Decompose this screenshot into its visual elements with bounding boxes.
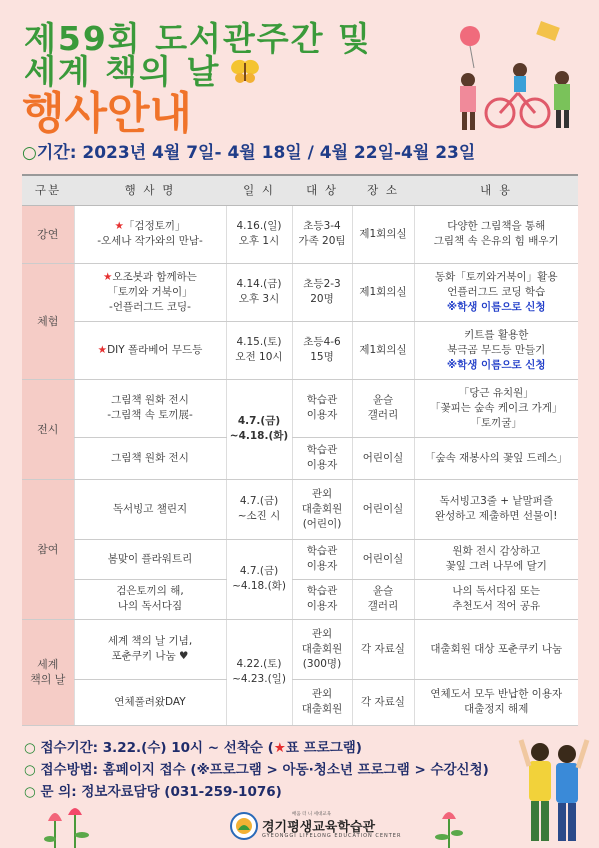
col-header-place: 장 소 <box>352 175 414 205</box>
date-cell: 4.15.(토) 오전 10시 <box>226 321 292 379</box>
title-line2: 세계 책의 날 <box>24 52 221 91</box>
place-cell: 어린이실 <box>352 437 414 479</box>
content-cell: 동화「토끼와거북이」활용 언플러그드 코딩 학습 ※학생 이름으로 신청 <box>414 263 578 321</box>
target-cell: 관외 대출회원 (어린이) <box>292 479 352 539</box>
target-cell: 관외 대출회원 (300명) <box>292 619 352 679</box>
date-cell: 4.7.(금) ~4.18.(화) <box>226 379 292 479</box>
content-cell: 키트를 활용한 북극곰 무드등 만들기 ※학생 이름으로 신청 <box>414 321 578 379</box>
bicycle-illustration-icon <box>440 18 590 138</box>
logo-slogan: 배움 더 니 세대교육 <box>292 812 332 817</box>
event-name-cell: 검은토끼의 해, 나의 독서다짐 <box>74 579 226 619</box>
tulip-flowers-icon <box>430 805 470 848</box>
table-row <box>22 205 578 263</box>
date-cell: 4.22.(토) ~4.23.(일) <box>226 619 292 725</box>
cheering-people-illustration-icon <box>515 730 595 845</box>
circle-bullet-icon: ○ <box>22 143 37 163</box>
registration-period: ○ 접수기간: 3.22.(수) 10시 ~ 선착순 (★표 프로그램) <box>24 740 362 756</box>
title-line1: 제59회 도서관주간 및 <box>24 19 372 58</box>
circle-bullet-icon: ○ <box>24 784 41 800</box>
table-row <box>22 479 578 539</box>
category-cell: 전시 <box>22 379 74 479</box>
col-header-category: 구분 <box>22 175 74 205</box>
table-row <box>22 437 578 479</box>
date-cell: 4.16.(일) 오후 1시 <box>226 205 292 263</box>
target-cell: 학습관 이용자 <box>292 379 352 437</box>
target-cell: 초등4-6 15명 <box>292 321 352 379</box>
content-cell: 나의 독서다짐 또는 추천도서 적어 공유 <box>414 579 578 619</box>
content-cell: 대출회원 대상 포춘쿠키 나눔 <box>414 619 578 679</box>
target-cell: 학습관 이용자 <box>292 437 352 479</box>
registration-method: ○ 접수방법: 홈페이지 접수 (※프로그램 > 아동·청소년 프로그램 > 수강신청) <box>24 762 489 778</box>
target-cell: 초등3-4 가족 20팀 <box>292 205 352 263</box>
category-cell: 체험 <box>22 263 74 379</box>
place-cell: 어린이실 <box>352 479 414 539</box>
col-header-date: 일 시 <box>226 175 292 205</box>
schedule-table <box>22 174 578 726</box>
logo-name: 경기평생교육학습관 <box>262 820 376 835</box>
tulip-flowers-icon <box>40 805 100 848</box>
target-cell: 학습관 이용자 <box>292 539 352 579</box>
target-cell: 관외 대출회원 <box>292 679 352 725</box>
content-cell: 독서빙고3줄 + 낱말퍼즐 완성하고 제출하면 선물이! <box>414 479 578 539</box>
table-row <box>22 619 578 679</box>
content-cell: 원화 전시 감상하고 꽃잎 그려 나무에 달기 <box>414 539 578 579</box>
event-name-cell: 독서빙고 챌린지 <box>74 479 226 539</box>
circle-bullet-icon: ○ <box>24 740 41 756</box>
place-cell: 각 자료실 <box>352 679 414 725</box>
event-name-cell: 세계 책의 날 기념, 포춘쿠키 나눔 ♥ <box>74 619 226 679</box>
content-cell: 「숲속 재봉사의 꽃잎 드레스」 <box>414 437 578 479</box>
target-cell: 학습관 이용자 <box>292 579 352 619</box>
date-cell: 4.7.(금) ~소진 시 <box>226 479 292 539</box>
logo-english-name: GYEONGGI LIFELONG EDUCATION CENTER <box>262 833 402 839</box>
event-name-cell: 연체풀려왔DAY <box>74 679 226 725</box>
event-name-cell: ★「검정토끼」 -오세나 작가와의 만남- <box>74 205 226 263</box>
category-cell: 강연 <box>22 205 74 263</box>
table-row <box>22 679 578 725</box>
butterfly-icon <box>230 58 260 86</box>
date-cell: 4.7.(금) ~4.18.(화) <box>226 539 292 619</box>
table-header-row <box>22 175 578 205</box>
place-cell: 제1회의실 <box>352 321 414 379</box>
place-cell: 윤슬 갤러리 <box>352 379 414 437</box>
event-name-cell: 그림책 원화 전시 <box>74 437 226 479</box>
event-name-cell: ★DIY 폴라베어 무드등 <box>74 321 226 379</box>
category-cell: 세계 책의 날 <box>22 619 74 725</box>
inquiry-contact: ○ 문 의: 정보자료담당 (031-259-1076) <box>24 784 282 800</box>
col-header-target: 대 상 <box>292 175 352 205</box>
event-name-cell: 봄맞이 플라워트리 <box>74 539 226 579</box>
col-header-content: 내 용 <box>414 175 578 205</box>
place-cell: 윤슬 갤러리 <box>352 579 414 619</box>
place-cell: 제1회의실 <box>352 205 414 263</box>
target-cell: 초등2-3 20명 <box>292 263 352 321</box>
table-row <box>22 263 578 321</box>
date-cell: 4.14.(금) 오후 3시 <box>226 263 292 321</box>
col-header-event: 행 사 명 <box>74 175 226 205</box>
event-name-cell: 그림책 원화 전시 -그림책 속 토끼展- <box>74 379 226 437</box>
place-cell: 어린이실 <box>352 539 414 579</box>
table-row <box>22 321 578 379</box>
event-name-cell: ★오조봇과 함께하는 「토끼와 거북이」 -언플러그드 코딩- <box>74 263 226 321</box>
content-cell: 「당근 유치원」 「꽃피는 숲속 케이크 가게」 「토끼굴」 <box>414 379 578 437</box>
category-cell: 참여 <box>22 479 74 619</box>
library-logo-icon <box>230 812 258 840</box>
page-title: 행사안내 <box>22 88 193 139</box>
place-cell: 각 자료실 <box>352 619 414 679</box>
table-row <box>22 539 578 579</box>
table-row <box>22 379 578 437</box>
content-cell: 연체도서 모두 반납한 이용자 대출정지 해제 <box>414 679 578 725</box>
event-period: ○기간: 2023년 4월 7일- 4월 18일 / 4월 22일-4월 23일 <box>22 143 476 163</box>
circle-bullet-icon: ○ <box>24 762 41 778</box>
content-cell: 다양한 그림책을 통해 그림책 속 은유의 힘 배우기 <box>414 205 578 263</box>
place-cell: 제1회의실 <box>352 263 414 321</box>
table-row <box>22 579 578 619</box>
